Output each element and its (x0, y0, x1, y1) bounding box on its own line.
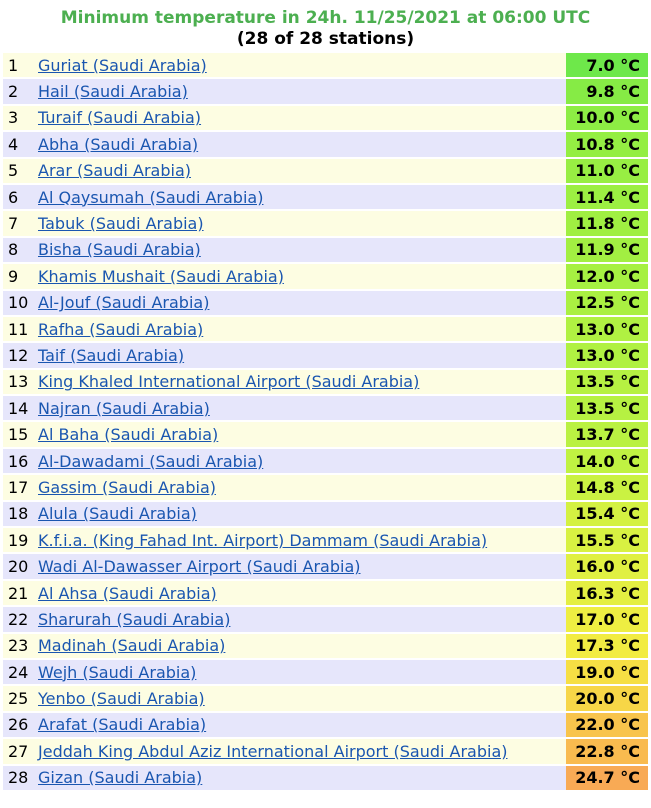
temperature-cell: 15.5 °C (566, 528, 648, 552)
table-row (3, 422, 648, 446)
station-cell (38, 739, 566, 763)
station-link[interactable]: Yenbo (Saudi Arabia) (38, 689, 205, 709)
table-row (3, 475, 648, 499)
rank-cell: 22 (3, 607, 38, 631)
station-link[interactable]: Khamis Mushait (Saudi Arabia) (38, 266, 284, 286)
temperature-cell: 13.0 °C (566, 317, 648, 341)
rank-cell: 28 (3, 766, 38, 790)
table-row (3, 581, 648, 605)
table-row (3, 607, 648, 631)
station-link[interactable]: Al-Dawadami (Saudi Arabia) (38, 451, 264, 471)
table-row (3, 211, 648, 235)
table-row (3, 739, 648, 763)
station-cell (38, 291, 566, 315)
station-link[interactable]: Arar (Saudi Arabia) (38, 161, 191, 181)
station-link[interactable]: Najran (Saudi Arabia) (38, 398, 210, 418)
station-link[interactable]: Al-Jouf (Saudi Arabia) (38, 293, 210, 313)
station-link[interactable]: Guriat (Saudi Arabia) (38, 55, 207, 75)
table-row (3, 132, 648, 156)
rank-cell: 17 (3, 475, 38, 499)
temperature-cell: 14.0 °C (566, 449, 648, 473)
station-cell (38, 185, 566, 209)
temperature-cell: 13.5 °C (566, 370, 648, 394)
station-cell (38, 660, 566, 684)
station-count: (28 of 28 stations) (236, 29, 415, 49)
temperature-cell: 17.3 °C (566, 634, 648, 658)
table-row (3, 660, 648, 684)
temperature-cell: 11.0 °C (566, 159, 648, 183)
station-link[interactable]: Jeddah King Abdul Aziz International Airport (Saudi Arabia) (38, 741, 508, 761)
rank-cell: 5 (3, 159, 38, 183)
station-link[interactable]: Bisha (Saudi Arabia) (38, 240, 201, 260)
station-link[interactable]: Wejh (Saudi Arabia) (38, 662, 197, 682)
table-row (3, 159, 648, 183)
station-cell (38, 211, 566, 235)
station-cell (38, 713, 566, 737)
rank-cell: 16 (3, 449, 38, 473)
temperature-cell: 15.4 °C (566, 502, 648, 526)
temperature-cell: 12.5 °C (566, 291, 648, 315)
station-link[interactable]: Alula (Saudi Arabia) (38, 504, 197, 524)
table-row (3, 713, 648, 737)
station-link[interactable]: K.f.i.a. (King Fahad Int. Airport) Dammam (Saudi Arabia) (38, 530, 488, 550)
temperature-cell: 13.5 °C (566, 396, 648, 420)
rank-cell: 7 (3, 211, 38, 235)
temperature-cell: 16.3 °C (566, 581, 648, 605)
table-row (3, 53, 648, 77)
table-row (3, 238, 648, 262)
table-row (3, 317, 648, 341)
table-row (3, 264, 648, 288)
station-cell (38, 159, 566, 183)
table-row (3, 185, 648, 209)
table-row (3, 554, 648, 578)
temperature-cell: 11.8 °C (566, 211, 648, 235)
station-cell (38, 264, 566, 288)
table-row (3, 449, 648, 473)
station-link[interactable]: Madinah (Saudi Arabia) (38, 636, 226, 656)
temperature-cell: 13.0 °C (566, 343, 648, 367)
rank-cell: 25 (3, 686, 38, 710)
station-cell (38, 106, 566, 130)
station-link[interactable]: Al Baha (Saudi Arabia) (38, 425, 219, 445)
page-title: Minimum temperature in 24h. 11/25/2021 at 06:00 UTC (60, 8, 591, 28)
rank-cell: 23 (3, 634, 38, 658)
station-cell (38, 79, 566, 103)
station-link[interactable]: Hail (Saudi Arabia) (38, 82, 188, 102)
rank-cell: 21 (3, 581, 38, 605)
station-link[interactable]: Abha (Saudi Arabia) (38, 134, 199, 154)
table-row (3, 79, 648, 103)
rank-cell: 18 (3, 502, 38, 526)
station-cell (38, 132, 566, 156)
temperature-cell: 10.0 °C (566, 106, 648, 130)
station-cell (38, 53, 566, 77)
rank-cell: 15 (3, 422, 38, 446)
temperature-cell: 19.0 °C (566, 660, 648, 684)
rank-cell: 27 (3, 739, 38, 763)
rank-cell: 3 (3, 106, 38, 130)
rank-cell: 11 (3, 317, 38, 341)
temperature-cell: 14.8 °C (566, 475, 648, 499)
station-cell (38, 766, 566, 790)
temperature-cell: 11.4 °C (566, 185, 648, 209)
station-link[interactable]: Al Qaysumah (Saudi Arabia) (38, 187, 264, 207)
temperature-cell: 9.8 °C (566, 79, 648, 103)
station-cell (38, 343, 566, 367)
station-cell (38, 449, 566, 473)
temperature-cell: 22.0 °C (566, 713, 648, 737)
rank-cell: 2 (3, 79, 38, 103)
station-link[interactable]: Rafha (Saudi Arabia) (38, 319, 204, 339)
rank-cell: 9 (3, 264, 38, 288)
temperature-cell: 11.9 °C (566, 238, 648, 262)
table-row (3, 106, 648, 130)
rank-cell: 13 (3, 370, 38, 394)
table-row (3, 291, 648, 315)
temperature-cell: 13.7 °C (566, 422, 648, 446)
station-link[interactable]: Tabuk (Saudi Arabia) (38, 214, 204, 234)
station-cell (38, 502, 566, 526)
temperature-table (3, 51, 648, 792)
temperature-cell: 16.0 °C (566, 554, 648, 578)
station-cell (38, 634, 566, 658)
station-link[interactable]: Al Ahsa (Saudi Arabia) (38, 583, 217, 603)
station-link[interactable]: Taif (Saudi Arabia) (38, 345, 185, 365)
temperature-cell: 10.8 °C (566, 132, 648, 156)
temperature-cell: 17.0 °C (566, 607, 648, 631)
station-link[interactable]: Sharurah (Saudi Arabia) (38, 609, 231, 629)
rank-cell: 6 (3, 185, 38, 209)
rank-cell: 4 (3, 132, 38, 156)
station-link[interactable]: Gassim (Saudi Arabia) (38, 477, 216, 497)
table-row (3, 528, 648, 552)
station-cell (38, 422, 566, 446)
rank-cell: 1 (3, 53, 38, 77)
table-row (3, 343, 648, 367)
table-row (3, 766, 648, 790)
temperature-cell: 20.0 °C (566, 686, 648, 710)
table-row (3, 686, 648, 710)
rank-cell: 8 (3, 238, 38, 262)
rank-cell: 12 (3, 343, 38, 367)
station-cell (38, 607, 566, 631)
temperature-cell: 7.0 °C (566, 53, 648, 77)
station-cell (38, 317, 566, 341)
rank-cell: 24 (3, 660, 38, 684)
station-link[interactable]: Arafat (Saudi Arabia) (38, 715, 207, 735)
station-cell (38, 581, 566, 605)
rank-cell: 10 (3, 291, 38, 315)
table-row (3, 370, 648, 394)
station-link[interactable]: Wadi Al-Dawasser Airport (Saudi Arabia) (38, 557, 361, 577)
table-row (3, 502, 648, 526)
station-cell (38, 238, 566, 262)
station-cell (38, 475, 566, 499)
station-cell (38, 396, 566, 420)
station-link[interactable]: Turaif (Saudi Arabia) (38, 108, 202, 128)
station-cell (38, 370, 566, 394)
temperature-cell: 22.8 °C (566, 739, 648, 763)
station-cell (38, 554, 566, 578)
rank-cell: 14 (3, 396, 38, 420)
temperature-cell: 12.0 °C (566, 264, 648, 288)
station-link[interactable]: Gizan (Saudi Arabia) (38, 768, 203, 788)
rank-cell: 20 (3, 554, 38, 578)
table-row (3, 634, 648, 658)
temperature-cell: 24.7 °C (566, 766, 648, 790)
table-row (3, 396, 648, 420)
station-cell (38, 528, 566, 552)
rank-cell: 26 (3, 713, 38, 737)
rank-cell: 19 (3, 528, 38, 552)
station-link[interactable]: King Khaled International Airport (Saudi Arabia) (38, 372, 420, 392)
station-cell (38, 686, 566, 710)
